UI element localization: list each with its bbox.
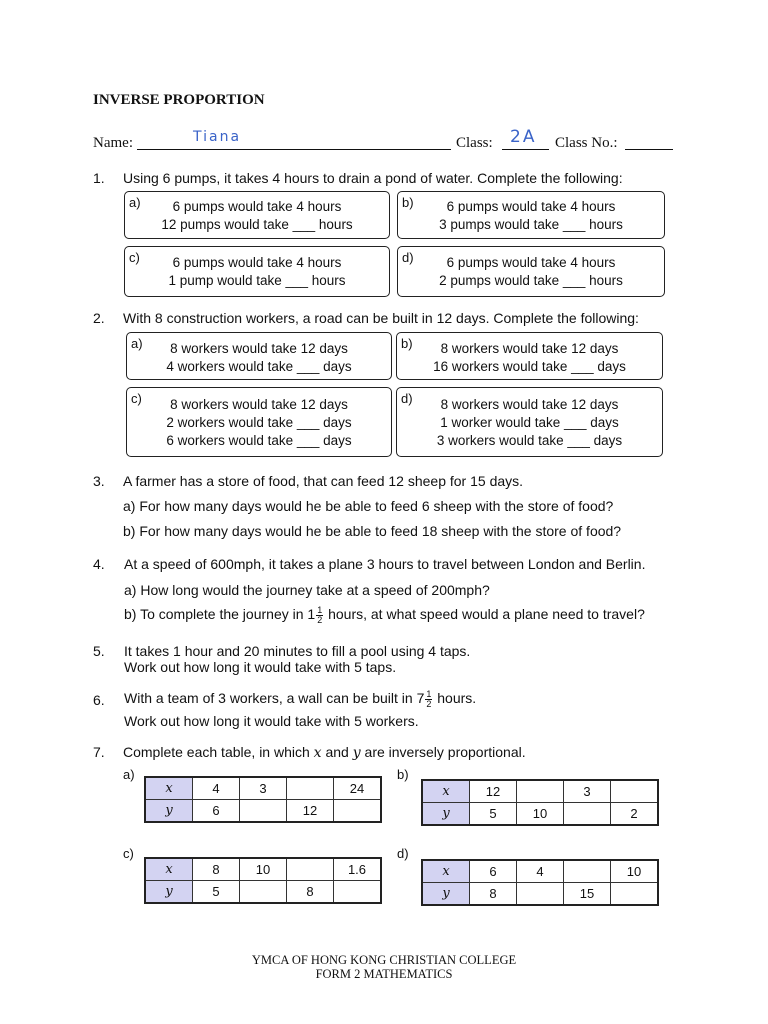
- question-text: A farmer has a store of food, that can feed 12 sheep for 15 days.: [123, 473, 524, 489]
- row-header: x: [145, 858, 193, 881]
- part-label: a): [131, 336, 143, 351]
- name-field[interactable]: [137, 129, 451, 150]
- fill-in-statement[interactable]: 2 pumps would take ___ hours: [439, 273, 623, 288]
- table-cell[interactable]: 6: [193, 800, 240, 823]
- question-number: 1.: [93, 170, 105, 186]
- question-text-line-1: It takes 1 hour and 20 minutes to fill a pool using 4 taps.: [124, 643, 471, 659]
- question-number: 7.: [93, 744, 105, 760]
- table-cell[interactable]: [517, 780, 564, 803]
- part-label: d): [402, 250, 414, 265]
- table-label: d): [397, 846, 409, 861]
- question-part-a: a) How long would the journey take at a speed of 200mph?: [124, 582, 490, 598]
- question-part-a: a) For how many days would he be able to feed 6 sheep with the store of food?: [123, 498, 614, 514]
- answer-box: [126, 332, 392, 380]
- table-cell[interactable]: [287, 858, 334, 881]
- fill-in-statement[interactable]: 1 worker would take ___ days: [440, 415, 619, 430]
- name-value: Tiana: [193, 129, 242, 145]
- row-header: y: [422, 803, 470, 826]
- table-cell[interactable]: 10: [240, 858, 287, 881]
- row-header: x: [422, 860, 470, 883]
- footer-school-name: YMCA OF HONG KONG CHRISTIAN COLLEGE: [251, 953, 517, 967]
- question-text-line-2: Work out how long it would take with 5 workers.: [124, 713, 419, 729]
- question-text: At a speed of 600mph, it takes a plane 3 hours to travel between London and Berlin.: [124, 556, 646, 572]
- answer-box: [124, 191, 390, 239]
- question-number: 5.: [93, 643, 105, 659]
- table-row-y: [422, 803, 658, 826]
- table-cell[interactable]: 2: [611, 803, 659, 826]
- table-cell[interactable]: 15: [564, 883, 611, 906]
- row-header: y: [145, 881, 193, 904]
- given-statement: 8 workers would take 12 days: [440, 397, 619, 412]
- table-cell[interactable]: 5: [193, 881, 240, 904]
- given-statement: 6 pumps would take 4 hours: [172, 255, 342, 270]
- part-label: b): [401, 336, 413, 351]
- footer-course-name: FORM 2 MATHEMATICS: [315, 967, 453, 981]
- table-cell[interactable]: [334, 881, 382, 904]
- fill-in-statement[interactable]: 3 pumps would take ___ hours: [439, 217, 623, 232]
- fill-in-statement[interactable]: 3 workers would take ___ days: [436, 433, 623, 448]
- table-row-x: [145, 858, 381, 881]
- table-cell[interactable]: 8: [287, 881, 334, 904]
- question-part-b: b) For how many days would he be able to feed 18 sheep with the store of food?: [123, 523, 622, 539]
- given-statement: 8 workers would take 12 days: [440, 341, 619, 356]
- name-label: Name:: [93, 135, 133, 151]
- table-cell[interactable]: 1.6: [334, 858, 382, 881]
- table-row-x: [145, 777, 381, 800]
- class-value: 2A: [510, 127, 537, 147]
- table-cell[interactable]: 8: [193, 858, 240, 881]
- table-cell[interactable]: 3: [564, 780, 611, 803]
- table-cell[interactable]: 8: [470, 883, 517, 906]
- question-number: 3.: [93, 473, 105, 489]
- part-label: c): [131, 391, 142, 406]
- proportion-table: [144, 857, 382, 904]
- row-header: x: [145, 777, 193, 800]
- question-text-line-2: Work out how long it would take with 5 taps.: [124, 659, 397, 675]
- table-cell[interactable]: [517, 883, 564, 906]
- table-cell[interactable]: [240, 800, 287, 823]
- fill-in-statement[interactable]: 6 workers would take ___ days: [166, 433, 352, 448]
- table-row-x: [422, 860, 658, 883]
- given-statement: 6 pumps would take 4 hours: [172, 199, 342, 214]
- part-label: a): [129, 195, 141, 210]
- table-cell[interactable]: 4: [517, 860, 564, 883]
- question-text-line-1: With a team of 3 workers, a wall can be built in 7 $\frac{1}{2}$ hours.: [124, 689, 477, 709]
- student-info-row: [93, 127, 675, 154]
- fraction-one-half: $\frac{1}{2}$: [426, 689, 432, 709]
- table-cell[interactable]: 12: [470, 780, 517, 803]
- table-cell[interactable]: [564, 803, 611, 826]
- table-cell[interactable]: 3: [240, 777, 287, 800]
- question-number: 2.: [93, 310, 105, 326]
- fill-in-statement[interactable]: 12 pumps would take ___ hours: [161, 217, 353, 232]
- question-text: With 8 construction workers, a road can be built in 12 days. Complete the following:: [123, 310, 639, 326]
- fill-in-statement[interactable]: 2 workers would take ___ days: [166, 415, 352, 430]
- table-cell[interactable]: 5: [470, 803, 517, 826]
- table-row-y: [145, 800, 381, 823]
- fill-in-statement[interactable]: 4 workers would take ___ days: [166, 359, 352, 374]
- table-row-y: [422, 883, 658, 906]
- table-cell[interactable]: [611, 883, 659, 906]
- table-cell[interactable]: [611, 780, 659, 803]
- table-cell[interactable]: [334, 800, 382, 823]
- proportion-table: [144, 776, 382, 823]
- proportion-table: [421, 779, 659, 826]
- table-row-y: [145, 881, 381, 904]
- table-cell[interactable]: 24: [334, 777, 382, 800]
- answer-box: [396, 387, 663, 457]
- row-header: y: [145, 800, 193, 823]
- table-cell[interactable]: 10: [611, 860, 659, 883]
- question-text: Using 6 pumps, it takes 4 hours to drain a pond of water. Complete the following:: [123, 170, 623, 186]
- table-label: b): [397, 767, 409, 782]
- part-label: c): [129, 250, 140, 265]
- answer-box: [124, 246, 390, 297]
- class-no-field[interactable]: [625, 134, 673, 150]
- row-header: y: [422, 883, 470, 906]
- table-cell[interactable]: [564, 860, 611, 883]
- table-row-x: [422, 780, 658, 803]
- table-label: c): [123, 846, 134, 861]
- class-no-label: Class No.:: [555, 135, 618, 151]
- question-text: Complete each table, in which x and y are inversely proportional.: [123, 744, 526, 761]
- answer-box: [126, 387, 392, 457]
- table-cell[interactable]: 10: [517, 803, 564, 826]
- class-label: Class:: [456, 135, 493, 151]
- answer-box: [397, 191, 665, 239]
- fraction-one-half: $\frac{1}{2}$: [317, 605, 323, 625]
- answer-box: [397, 246, 665, 297]
- given-statement: 6 pumps would take 4 hours: [446, 199, 616, 214]
- table-cell[interactable]: [287, 777, 334, 800]
- table-label: a): [123, 767, 135, 782]
- class-field[interactable]: [502, 127, 549, 150]
- given-statement: 6 pumps would take 4 hours: [446, 255, 616, 270]
- part-label: d): [401, 391, 413, 406]
- question-number: 6.: [93, 692, 105, 708]
- question-number: 4.: [93, 556, 105, 572]
- table-cell[interactable]: 6: [470, 860, 517, 883]
- table-cell[interactable]: [240, 881, 287, 904]
- given-statement: 8 workers would take 12 days: [170, 397, 348, 412]
- answer-box: [396, 332, 663, 380]
- table-cell[interactable]: 12: [287, 800, 334, 823]
- fill-in-statement[interactable]: 16 workers would take ___ days: [433, 359, 626, 374]
- page-title: INVERSE PROPORTION: [93, 92, 265, 108]
- question-part-b: b) To complete the journey in 1 $\frac{1}{2}$ hours, at what speed would a plane need to travel?: [124, 605, 645, 625]
- table-cell[interactable]: 4: [193, 777, 240, 800]
- row-header: x: [422, 780, 470, 803]
- proportion-table: [421, 859, 659, 906]
- fill-in-statement[interactable]: 1 pump would take ___ hours: [168, 273, 346, 288]
- given-statement: 8 workers would take 12 days: [170, 341, 348, 356]
- part-label: b): [402, 195, 414, 210]
